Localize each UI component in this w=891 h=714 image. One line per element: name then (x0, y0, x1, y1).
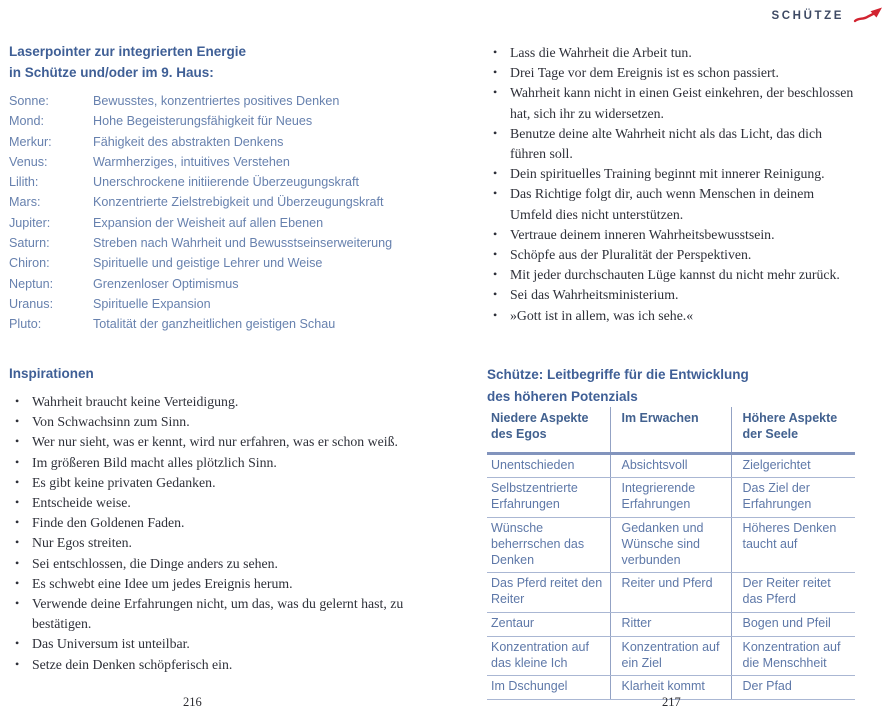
list-item-text: Das Universum ist unteilbar. (32, 636, 190, 652)
table-cell: Das Pferd reitet den Reiter (487, 573, 610, 613)
bullet-icon: • (493, 307, 498, 322)
planet-row-mond (9, 111, 446, 131)
list-item (9, 554, 434, 574)
list-item (487, 225, 859, 245)
list-item-text: Wer nur sieht, was er kennt, wird nur erfahren, was er schon weiß. (32, 434, 398, 450)
list-item-text: Mit jeder durchschauten Lüge kannst du nicht mehr zurück. (510, 267, 840, 283)
table-row (487, 612, 855, 636)
bullet-icon: • (15, 555, 20, 570)
table-cell: Konzentration auf die Menschheit (731, 636, 855, 676)
table-cell: Höheres Denken taucht auf (731, 517, 855, 572)
list-item (487, 245, 859, 265)
planet-row-sonne (9, 91, 446, 111)
list-item (487, 285, 859, 305)
table-cell: Wünsche beherrschen das Denken (487, 517, 610, 572)
list-item (487, 184, 859, 224)
planet-text: Unerschrockene initiierende Überzeugungskraft (93, 175, 360, 190)
list-item-text: Im größeren Bild macht alles plötzlich Sinn. (32, 454, 277, 470)
planet-label: Pluto: (9, 317, 42, 332)
bullet-icon: • (493, 226, 498, 241)
planet-text: Totalität der ganzheitlichen geistigen Schau (93, 317, 336, 332)
table-cell: Klarheit kommt (610, 676, 731, 700)
planet-row-chiron (9, 253, 446, 273)
left-heading-line2: in Schütze und/oder im 9. Haus: (9, 65, 214, 80)
table-cell: Zentaur (487, 612, 610, 636)
list-item (9, 513, 434, 533)
bullet-icon: • (15, 656, 20, 671)
list-item-text: Lass die Wahrheit die Arbeit tun. (510, 45, 692, 60)
left-heading-line1: Laserpointer zur integrierten Energie (9, 44, 247, 59)
potential-table (487, 407, 855, 700)
list-item-text: »Gott ist in allem, was ich sehe.« (510, 307, 694, 323)
list-item-text: Drei Tage vor dem Ereignis ist es schon passiert. (510, 65, 779, 81)
planet-label: Sonne: (9, 94, 49, 108)
list-item (9, 594, 434, 634)
column-header: Höhere Aspekte der Seele (731, 407, 855, 453)
left-page-heading (9, 41, 246, 83)
bullet-icon: • (493, 166, 498, 181)
list-item-text: Benutze deine alte Wahrheit nicht als das Licht, das dich führen soll. (510, 125, 823, 162)
list-item (9, 473, 434, 493)
table-cell: Reiter und Pferd (610, 573, 731, 613)
table-row (487, 636, 855, 676)
column-header: Niedere Aspekte des Egos (487, 407, 610, 453)
running-header-title: SCHÜTZE (771, 9, 844, 22)
planet-list (9, 91, 446, 335)
list-item-text: Das Richtige folgt dir, auch wenn Menschen in deinem Umfeld dies nicht unterstützen. (510, 186, 815, 222)
planet-text: Hohe Begeisterungsfähigkeit für Neues (93, 114, 313, 129)
page-number-right: 217 (662, 695, 681, 709)
table-heading-line2: des höheren Potenzials (487, 389, 638, 404)
bullet-icon: • (493, 186, 498, 201)
list-item (9, 533, 434, 553)
planet-label: Jupiter: (9, 215, 51, 230)
table-row (487, 453, 855, 478)
list-item-text: Es schwebt eine Idee um jedes Ereignis herum. (32, 575, 293, 591)
list-item-text: Dein spirituelles Training beginnt mit innerer Reinigung. (510, 166, 825, 182)
table-cell: Selbstzentrierte Erfahrungen (487, 478, 610, 518)
list-item (487, 306, 859, 326)
table-cell: Gedanken und Wünsche sind verbunden (610, 517, 731, 572)
list-item (9, 432, 434, 452)
running-header (771, 7, 883, 24)
bullet-icon: • (493, 45, 498, 59)
table-cell: Unentschieden (487, 453, 610, 478)
planet-label: Merkur: (9, 134, 52, 149)
planet-label: Chiron: (9, 256, 50, 271)
planet-text: Konzentrierte Zielstrebigkeit und Überzeugungskraft (93, 195, 384, 210)
table-heading-line1: Schütze: Leitbegriffe für die Entwicklung (487, 367, 749, 382)
planet-row-saturn (9, 233, 446, 253)
table-cell: Das Ziel der Erfahrungen (731, 478, 855, 518)
planet-text: Grenzenloser Optimismus (93, 276, 239, 291)
table-cell: Konzentration auf das kleine Ich (487, 636, 610, 676)
list-item (487, 265, 859, 285)
list-item (9, 634, 434, 654)
bullet-icon: • (15, 636, 20, 651)
bullet-icon: • (15, 596, 20, 611)
table-cell: Konzentration auf ein Ziel (610, 636, 731, 676)
table-cell: Der Reiter reitet das Pferd (731, 573, 855, 613)
planet-text: Bewusstes, konzentriertes positives Denken (93, 94, 340, 108)
list-item-text: Entscheide weise. (32, 495, 131, 511)
planet-text: Streben nach Wahrheit und Bewusstseinserweiterung (93, 236, 393, 251)
bullet-icon: • (15, 474, 20, 489)
list-item-text: Finde den Goldenen Faden. (32, 515, 185, 531)
list-item-text: Vertraue deinem inneren Wahrheitsbewusstsein. (510, 226, 775, 242)
table-cell: Absichtsvoll (610, 453, 731, 478)
page-number-left: 216 (183, 695, 202, 709)
list-item-text: Wahrheit kann nicht in einen Geist einkehren, der beschlossen hat, sich ihr zu widersetzen. (510, 85, 854, 121)
list-item (487, 124, 859, 164)
planet-label: Neptun: (9, 276, 54, 291)
list-item (9, 453, 434, 473)
bullet-icon: • (493, 125, 498, 140)
table-row (487, 517, 855, 572)
planet-row-neptun (9, 274, 446, 294)
list-item-text: Es gibt keine privaten Gedanken. (32, 474, 216, 490)
bullet-icon: • (15, 515, 20, 530)
bullet-icon: • (15, 495, 20, 510)
planet-row-lilith (9, 172, 446, 192)
planet-label: Venus: (9, 154, 48, 169)
bullet-icon: • (493, 287, 498, 302)
bullet-icon: • (493, 267, 498, 282)
planet-row-pluto (9, 314, 446, 334)
table-cell: Ritter (610, 612, 731, 636)
list-item (487, 83, 859, 123)
list-item-text: Sei das Wahrheitsministerium. (510, 287, 679, 303)
sagittarius-arrow-icon (853, 7, 883, 24)
planet-text: Expansion der Weisheit auf allen Ebenen (93, 215, 324, 230)
list-item-text: Verwende deine Erfahrungen nicht, um das, was du gelernt hast, zu bestätigen. (32, 596, 404, 632)
list-item-text: Von Schwachsinn zum Sinn. (32, 414, 190, 430)
bullet-icon: • (493, 85, 498, 100)
list-item-text: Sei entschlossen, die Dinge anders zu sehen. (32, 555, 278, 571)
table-row (487, 478, 855, 518)
planet-label: Uranus: (9, 296, 54, 311)
table-heading (487, 364, 749, 408)
potential-table-wrap (487, 407, 855, 700)
planet-row-venus (9, 152, 446, 172)
list-item-text: Nur Egos streiten. (32, 535, 133, 551)
planet-text: Spirituelle und geistige Lehrer und Weise (93, 256, 323, 271)
planet-label: Saturn: (9, 236, 50, 251)
planet-row-merkur (9, 132, 446, 152)
list-item (9, 493, 434, 513)
inspirations-heading: Inspirationen (9, 366, 94, 381)
table-cell: Bogen und Pfeil (731, 612, 855, 636)
table-cell: Der Pfad (731, 676, 855, 700)
table-header-row (487, 407, 855, 453)
column-header: Im Erwachen (610, 407, 731, 453)
list-item (487, 63, 859, 83)
list-item (9, 655, 434, 675)
list-item-text: Wahrheit braucht keine Verteidigung. (32, 394, 239, 409)
list-item-text: Setze dein Denken schöpferisch ein. (32, 656, 233, 672)
list-item (487, 43, 859, 63)
bullet-icon: • (15, 394, 20, 408)
bullet-icon: • (15, 434, 20, 449)
list-item (9, 392, 434, 412)
list-item (487, 164, 859, 184)
bullet-icon: • (15, 454, 20, 469)
planet-text: Fähigkeit des abstrakten Denkens (93, 134, 284, 149)
table-cell: Im Dschungel (487, 676, 610, 700)
planet-text: Warmherziges, intuitives Verstehen (93, 154, 290, 169)
table-row (487, 573, 855, 613)
planet-label: Mond: (9, 114, 45, 129)
planet-label: Mars: (9, 195, 41, 210)
list-item-text: Schöpfe aus der Pluralität der Perspektiven. (510, 247, 752, 263)
bullet-icon: • (15, 535, 20, 550)
table-cell: Integrierende Erfahrungen (610, 478, 731, 518)
bullet-icon: • (493, 247, 498, 262)
bullet-icon: • (493, 65, 498, 80)
planet-row-uranus (9, 294, 446, 314)
truth-list (487, 43, 859, 326)
list-item (9, 574, 434, 594)
bullet-icon: • (15, 414, 20, 429)
bullet-icon: • (15, 575, 20, 590)
planet-row-mars (9, 192, 446, 212)
list-item (9, 412, 434, 432)
planet-text: Spirituelle Expansion (93, 296, 211, 311)
inspirations-list (9, 392, 434, 675)
table-cell: Zielgerichtet (731, 453, 855, 478)
planet-label: Lilith: (9, 175, 39, 190)
planet-row-jupiter (9, 213, 446, 233)
